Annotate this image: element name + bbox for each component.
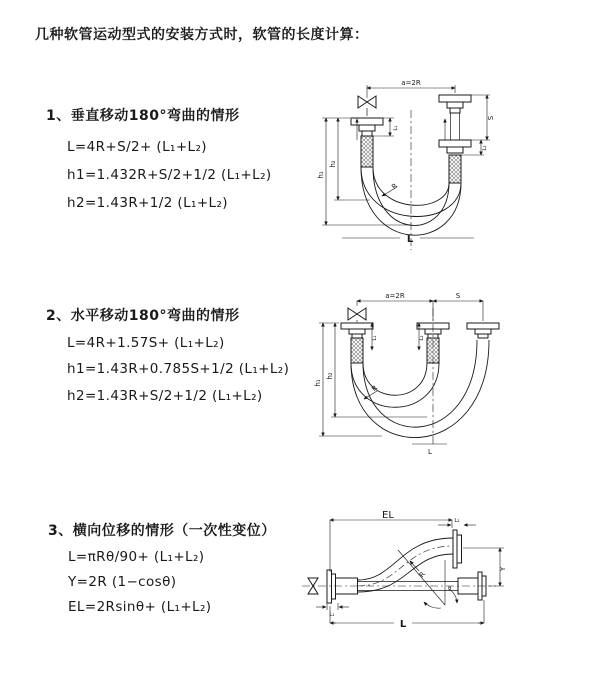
- diagram-lateral-displacement: [300, 510, 595, 655]
- dim-label-h1: h₁: [314, 379, 322, 387]
- section-3-formula-EL: EL=2Rsinθ+ (L₁+L₂): [68, 599, 212, 615]
- dim-label-theta: θ: [448, 586, 452, 592]
- dim-label-l: L: [428, 448, 432, 456]
- braided-hose-section: [361, 136, 373, 167]
- dim-label-y: Y: [499, 566, 507, 572]
- dim-label-r: R: [390, 181, 400, 192]
- section-1-heading: 1、垂直移动180°弯曲的情形: [46, 108, 240, 124]
- section-2-heading: 2、水平移动180°弯曲的情形: [46, 308, 240, 324]
- dim-label-l: L: [406, 234, 414, 245]
- page-title: 几种软管运动型式的安装方式时，软管的长度计算：: [35, 27, 369, 43]
- braided-hose-section: [351, 338, 363, 363]
- section-1-formula-h2: h2=1.43R+1/2 (L₁+L₂): [67, 195, 228, 211]
- braided-hose-section: [449, 155, 461, 183]
- section-3-formula-Y: Y=2R (1−cosθ): [68, 574, 177, 590]
- dim-label-l1: L₁: [329, 612, 335, 618]
- section-1-formula-L: L=4R+S/2+ (L₁+L₂): [67, 139, 207, 155]
- section-2-formula-L: L=4R+1.57S+ (L₁+L₂): [67, 335, 225, 351]
- valve-icon: [348, 308, 366, 320]
- braided-hose-section: [427, 338, 439, 363]
- dim-label-h1: h₁: [317, 171, 325, 179]
- dim-label-l1: L₁: [372, 335, 378, 341]
- diagram-horizontal-180-bend: [312, 288, 587, 458]
- dim-label-l2: L₂: [419, 335, 425, 341]
- dim-label-h2: h₂: [326, 372, 334, 380]
- section-2-formula-h1: h1=1.43R+0.785S+1/2 (L₁+L₂): [67, 361, 290, 377]
- dim-label-h2: h₂: [329, 160, 337, 168]
- dim-label-r: R: [417, 570, 428, 580]
- section-3-heading: 3、横向位移的情形（一次性变位）: [48, 523, 276, 539]
- dim-label-s: S: [455, 292, 461, 300]
- dim-label-a2r: a=2R: [401, 79, 421, 87]
- dim-label-l2: L₂: [482, 145, 488, 151]
- section-1-formula-h1: h1=1.432R+S/2+1/2 (L₁+L₂): [67, 167, 272, 183]
- dim-label-s: S: [487, 115, 495, 121]
- section-3-formula-L: L=πRθ/90+ (L₁+L₂): [68, 549, 205, 565]
- section-2-formula-h2: h2=1.43R+S/2+1/2 (L₁+L₂): [67, 388, 263, 404]
- dim-label-l1: L₁: [393, 125, 399, 131]
- dim-label-l2: L₂: [454, 518, 460, 524]
- dim-label-r: R: [370, 383, 380, 394]
- dim-label-el: EL: [382, 510, 394, 521]
- dim-label-a2r: a=2R: [385, 292, 405, 300]
- dim-label-l: L: [399, 619, 407, 630]
- diagram-vertical-180-bend: [312, 72, 582, 257]
